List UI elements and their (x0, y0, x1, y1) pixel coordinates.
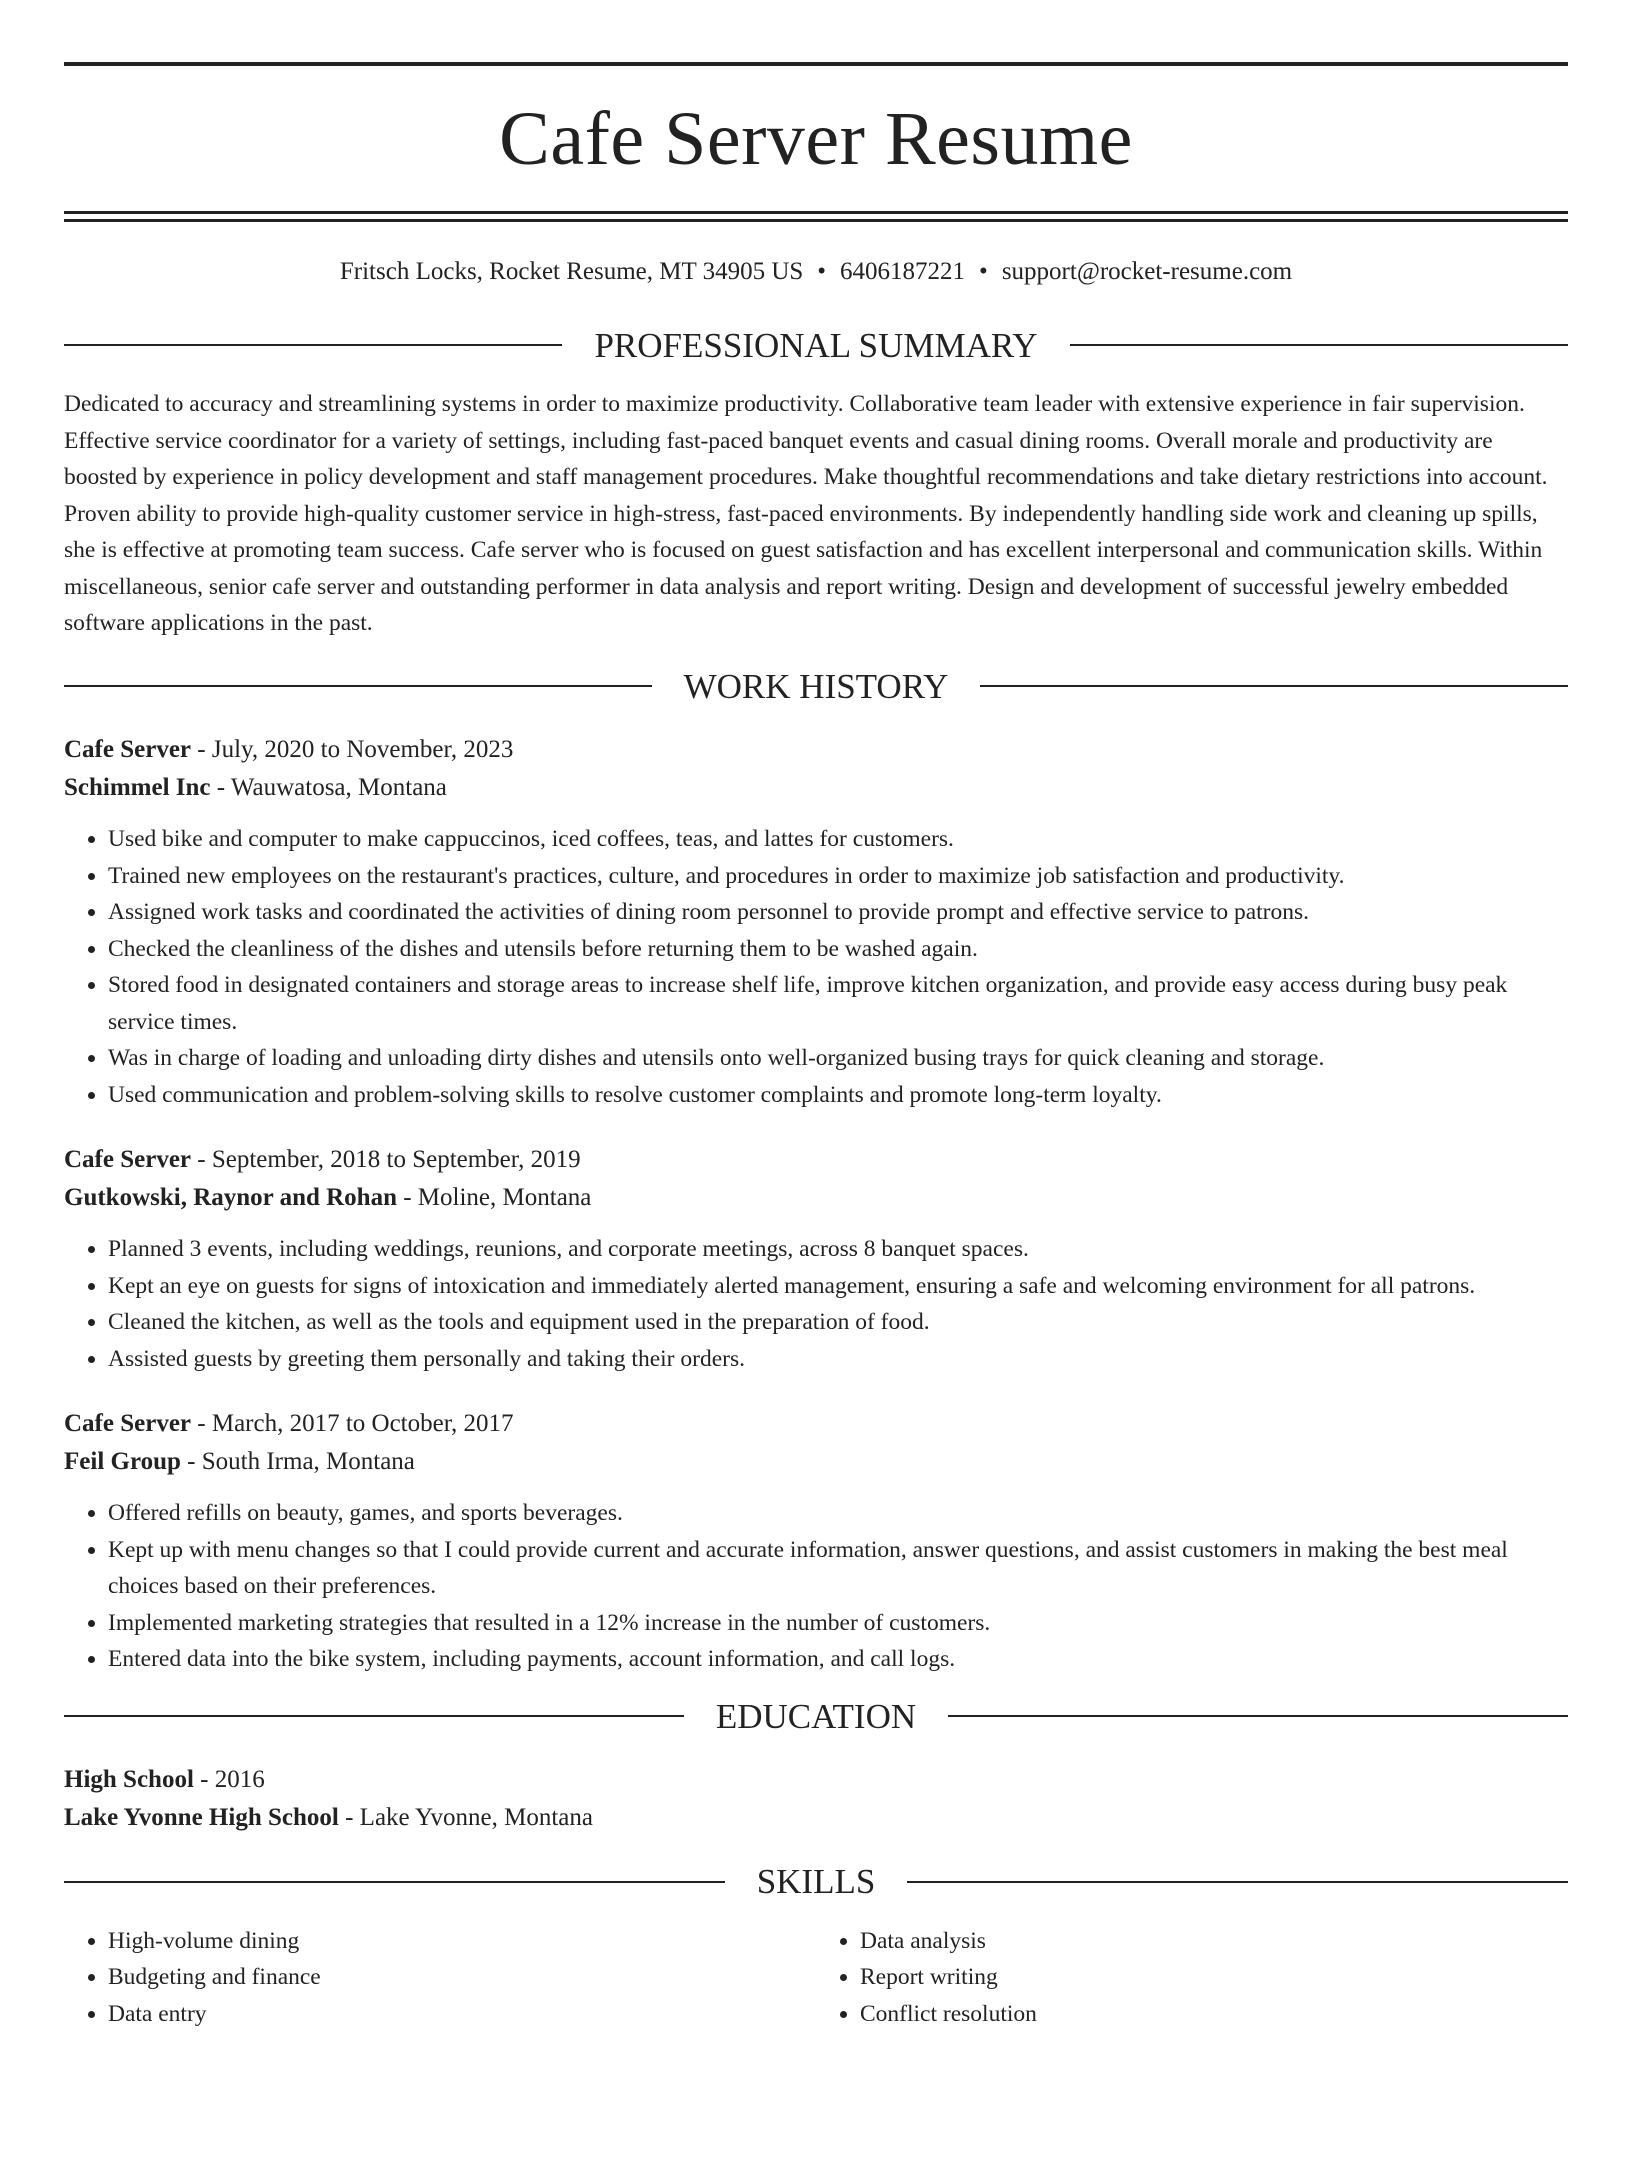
list-item: • Assisted guests by greeting them personally and taking their orders. (108, 1341, 1568, 1378)
skills-column-right (816, 1923, 1568, 2033)
job-title-line (64, 731, 1568, 769)
list-item: • Kept an eye on guests for signs of intoxication and immediately alerted management, ensuring a safe and welcoming environment for all patrons. (108, 1268, 1568, 1305)
contact-email[interactable]: support@rocket-resume.com (1001, 258, 1293, 286)
job-dates: - September, 2018 to September, 2019 (191, 1146, 581, 1174)
title-double-rule (64, 211, 1568, 222)
education-school-line (64, 1799, 1568, 1837)
section-heading-skills (64, 1859, 1568, 1905)
skill-item: • Data entry (108, 1996, 816, 2033)
job-bullet-list (64, 1495, 1568, 1678)
section-heading-summary (64, 323, 1568, 369)
job-title: Cafe Server (64, 1410, 192, 1438)
list-item: • Was in charge of loading and unloading dirty dishes and utensils onto well-organized busing trays for quick cleaning and storage. (108, 1040, 1568, 1077)
list-item: • Kept up with menu changes so that I could provide current and accurate information, answer questions, and assist customers in making the best meal choices based on their preferences. (108, 1532, 1568, 1605)
job-title-line (64, 1141, 1568, 1179)
contact-line (64, 256, 1568, 289)
list-item: • Offered refills on beauty, games, and sports beverages. (108, 1495, 1568, 1532)
skill-item: • Conflict resolution (860, 1996, 1568, 2033)
list-item: • Stored food in designated containers and storage areas to increase shelf life, improve kitchen organization, and provide easy access during busy peak service times. (108, 967, 1568, 1040)
education-degree-line (64, 1761, 1568, 1799)
section-title: WORK HISTORY (683, 666, 949, 706)
list-item: • Cleaned the kitchen, as well as the tools and equipment used in the preparation of food. (108, 1304, 1568, 1341)
education-year: - 2016 (193, 1766, 265, 1794)
job-company-line (64, 1443, 1568, 1481)
job-dates: - March, 2017 to October, 2017 (191, 1410, 514, 1438)
skills-column-left (64, 1923, 816, 2033)
list-item: • Assigned work tasks and coordinated the activities of dining room personnel to provide prompt and effective service to patrons. (108, 894, 1568, 931)
job-entry (64, 1141, 1568, 1377)
job-company-line (64, 1179, 1568, 1217)
job-title: Cafe Server (64, 1146, 192, 1174)
education-degree: High School (64, 1766, 194, 1794)
page-title: Cafe Server Resume (499, 97, 1133, 181)
skill-item: • High-volume dining (108, 1923, 816, 1960)
job-company-line (64, 769, 1568, 807)
list-item: • Implemented marketing strategies that resulted in a 12% increase in the number of customers. (108, 1605, 1568, 1642)
contact-separator: • (979, 258, 988, 286)
resume-page (0, 62, 1632, 2174)
skills-list (64, 1923, 1568, 2033)
list-item: • Entered data into the bike system, including payments, account information, and call logs. (108, 1641, 1568, 1678)
section-title: SKILLS (756, 1862, 876, 1902)
work-history-list (64, 731, 1568, 1678)
job-company: Feil Group (64, 1448, 181, 1476)
list-item: • Checked the cleanliness of the dishes and utensils before returning them to be washed again. (108, 931, 1568, 968)
contact-separator: • (817, 258, 827, 286)
job-location: - Wauwatosa, Montana (210, 774, 447, 802)
skill-item: • Budgeting and finance (108, 1959, 816, 1996)
job-company: Gutkowski, Raynor and Rohan (64, 1184, 397, 1212)
education-school: Lake Yvonne High School (64, 1804, 339, 1832)
job-location: - Moline, Montana (396, 1184, 592, 1212)
list-item: • Used communication and problem-solving skills to resolve customer complaints and promote long-term loyalty. (108, 1077, 1568, 1114)
contact-address: Fritsch Locks, Rocket Resume, MT 34905 US (339, 258, 804, 286)
list-item: • Used bike and computer to make cappuccinos, iced coffees, teas, and lattes for customers. (108, 821, 1568, 858)
job-dates: - July, 2020 to November, 2023 (191, 736, 514, 764)
education-entry (64, 1761, 1568, 1837)
job-location: - South Irma, Montana (180, 1448, 415, 1476)
list-item: • Planned 3 events, including weddings, reunions, and corporate meetings, across 8 banquet spaces. (108, 1231, 1568, 1268)
contact-phone[interactable]: 6406187221 (840, 258, 966, 286)
job-bullet-list (64, 821, 1568, 1113)
top-rule (64, 62, 1568, 66)
skill-item: • Report writing (860, 1959, 1568, 1996)
job-company: Schimmel Inc (64, 774, 211, 802)
education-location: - Lake Yvonne, Montana (338, 1804, 593, 1832)
summary-text: Dedicated to accuracy and streamlining systems in order to maximize productivity. Collaborative team leader with extensive experience in fair supervision. Effective service coordinator for a variety of settings, including fast-paced banquet events and casual dining rooms. Overall morale and productivity are boosted by experience in policy development and staff management procedures. Make thoughtful recommendations and take dietary restrictions into account. Proven ability to provide high-quality customer service in high-stress, fast-paced environments. By independently handling side work and cleaning up spills, she is effective at promoting team success. Cafe server who is focused on guest satisfaction and has excellent interpersonal and communication skills. Within miscellaneous, senior cafe server and outstanding performer in data analysis and report writing. Design and development of successful jewelry embedded software applications in the past. (64, 391, 1548, 637)
section-title: EDUCATION (715, 1696, 917, 1736)
section-heading-education (64, 1694, 1568, 1740)
job-entry (64, 731, 1568, 1113)
job-entry (64, 1405, 1568, 1678)
skill-item: • Data analysis (860, 1923, 1568, 1960)
job-title: Cafe Server (64, 736, 192, 764)
section-heading-work-history (64, 664, 1568, 710)
job-title-line (64, 1405, 1568, 1443)
section-title: PROFESSIONAL SUMMARY (594, 325, 1038, 365)
job-bullet-list (64, 1231, 1568, 1377)
list-item: • Trained new employees on the restaurant's practices, culture, and procedures in order to maximize job satisfaction and productivity. (108, 858, 1568, 895)
